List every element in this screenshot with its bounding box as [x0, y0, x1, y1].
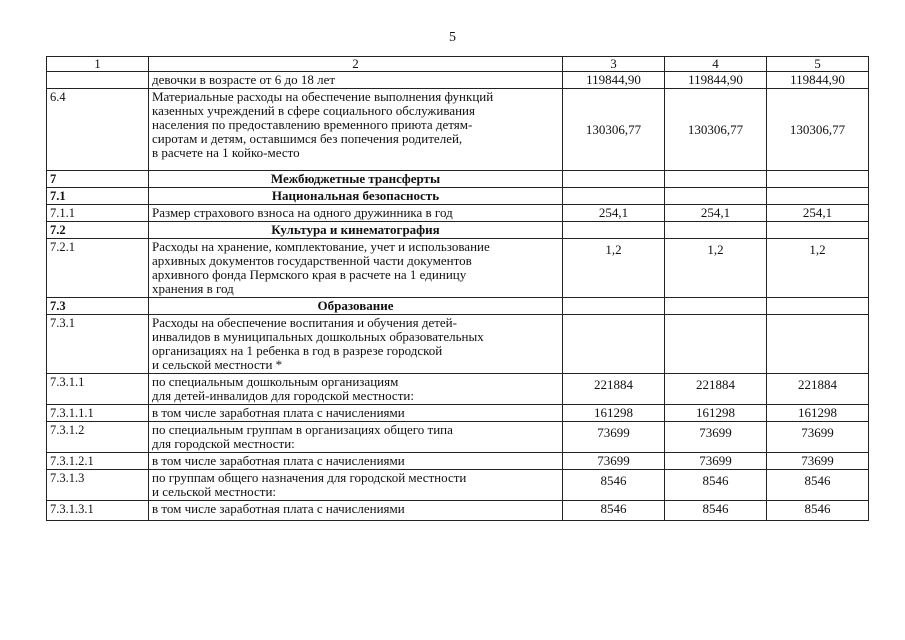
table-row: [47, 89, 869, 171]
row-code: 7.1.1: [47, 205, 149, 222]
table-row: [47, 405, 869, 422]
row-description: девочки в возрасте от 6 до 18 лет: [149, 72, 563, 89]
table-section-row: [47, 188, 869, 205]
table-row: [47, 453, 869, 470]
column-header: 2: [149, 57, 563, 72]
value-cell-3: [563, 188, 665, 205]
table-section-row: [47, 171, 869, 188]
value-cell-5: [767, 315, 869, 374]
row-description: по специальным группам в организациях общего типа для городской местности:: [149, 422, 563, 453]
table-row: [47, 72, 869, 89]
value-cell-4: [665, 315, 767, 374]
row-description: Размер страхового взноса на одного дружинника в год: [149, 205, 563, 222]
page-number: 5: [449, 30, 456, 45]
column-header: 1: [47, 57, 149, 72]
section-title: Национальная безопасность: [149, 188, 563, 205]
value-cell-4: 161298: [665, 405, 767, 422]
value-cell-3: [563, 298, 665, 315]
row-code: 6.4: [47, 89, 149, 171]
value-cell-4: 1,2: [665, 239, 767, 298]
value-cell-4: 8546: [665, 470, 767, 501]
value-cell-4: 8546: [665, 501, 767, 521]
value-cell-3: [563, 222, 665, 239]
row-code: 7.3.1.2: [47, 422, 149, 453]
column-header: 3: [563, 57, 665, 72]
table-row: [47, 470, 869, 501]
value-cell-5: 161298: [767, 405, 869, 422]
section-title: Образование: [149, 298, 563, 315]
budget-norms-table: [46, 56, 869, 521]
row-description: Материальные расходы на обеспечение выполнения функций казенных учреждений в сфере социального обслуживания населения по предоставлению временного приюта детям- сиротам и детям, оставшимся без попечения родителей, в расчете на 1 койко-место: [149, 89, 563, 171]
column-header: 4: [665, 57, 767, 72]
row-description: в том числе заработная плата с начислениями: [149, 453, 563, 470]
value-cell-5: 119844,90: [767, 72, 869, 89]
value-cell-5: [767, 171, 869, 188]
value-cell-4: [665, 171, 767, 188]
value-cell-3: 73699: [563, 453, 665, 470]
value-cell-4: 130306,77: [665, 89, 767, 171]
value-cell-4: 73699: [665, 453, 767, 470]
table-header-row: [47, 57, 869, 72]
table-row: [47, 315, 869, 374]
value-cell-4: 73699: [665, 422, 767, 453]
table-section-row: [47, 298, 869, 315]
table-row: [47, 501, 869, 521]
section-title: Межбюджетные трансферты: [149, 171, 563, 188]
row-code: 7.3.1.3.1: [47, 501, 149, 521]
row-description: в том числе заработная плата с начислениями: [149, 405, 563, 422]
row-code: 7.3: [47, 298, 149, 315]
value-cell-5: [767, 188, 869, 205]
value-cell-3: 73699: [563, 422, 665, 453]
value-cell-3: 161298: [563, 405, 665, 422]
value-cell-5: 130306,77: [767, 89, 869, 171]
row-description: Расходы на хранение, комплектование, учет и использование архивных документов государственной части документов архивного фонда Пермского края в расчете на 1 единицу хранения в год: [149, 239, 563, 298]
table-row: [47, 239, 869, 298]
value-cell-4: 254,1: [665, 205, 767, 222]
value-cell-5: 1,2: [767, 239, 869, 298]
row-code: 7.3.1.3: [47, 470, 149, 501]
row-code: 7.2.1: [47, 239, 149, 298]
value-cell-5: 8546: [767, 501, 869, 521]
value-cell-5: 221884: [767, 374, 869, 405]
value-cell-4: [665, 298, 767, 315]
value-cell-5: 73699: [767, 422, 869, 453]
row-description: по специальным дошкольным организациям для детей-инвалидов для городской местности:: [149, 374, 563, 405]
table-row: [47, 205, 869, 222]
value-cell-4: 119844,90: [665, 72, 767, 89]
value-cell-5: [767, 298, 869, 315]
row-code: 7.3.1.1: [47, 374, 149, 405]
row-description: Расходы на обеспечение воспитания и обучения детей- инвалидов в муниципальных дошкольных образовательных организациях на 1 ребенка в год в разрезе городской и сельской местности *: [149, 315, 563, 374]
value-cell-4: [665, 222, 767, 239]
row-code: 7.3.1: [47, 315, 149, 374]
value-cell-3: 8546: [563, 501, 665, 521]
row-description: по группам общего назначения для городской местности и сельской местности:: [149, 470, 563, 501]
column-header: 5: [767, 57, 869, 72]
value-cell-3: 8546: [563, 470, 665, 501]
value-cell-3: 119844,90: [563, 72, 665, 89]
row-code: 7.3.1.1.1: [47, 405, 149, 422]
value-cell-3: [563, 171, 665, 188]
row-code: 7.1: [47, 188, 149, 205]
section-title: Культура и кинематография: [149, 222, 563, 239]
value-cell-3: 221884: [563, 374, 665, 405]
row-description: в том числе заработная плата с начислениями: [149, 501, 563, 521]
value-cell-3: [563, 315, 665, 374]
value-cell-4: 221884: [665, 374, 767, 405]
value-cell-3: 130306,77: [563, 89, 665, 171]
table-row: [47, 422, 869, 453]
value-cell-5: [767, 222, 869, 239]
value-cell-3: 1,2: [563, 239, 665, 298]
table-section-row: [47, 222, 869, 239]
value-cell-4: [665, 188, 767, 205]
value-cell-3: 254,1: [563, 205, 665, 222]
value-cell-5: 254,1: [767, 205, 869, 222]
value-cell-5: 73699: [767, 453, 869, 470]
row-code: 7.3.1.2.1: [47, 453, 149, 470]
table-row: [47, 374, 869, 405]
row-code: [47, 72, 149, 89]
row-code: 7: [47, 171, 149, 188]
row-code: 7.2: [47, 222, 149, 239]
value-cell-5: 8546: [767, 470, 869, 501]
